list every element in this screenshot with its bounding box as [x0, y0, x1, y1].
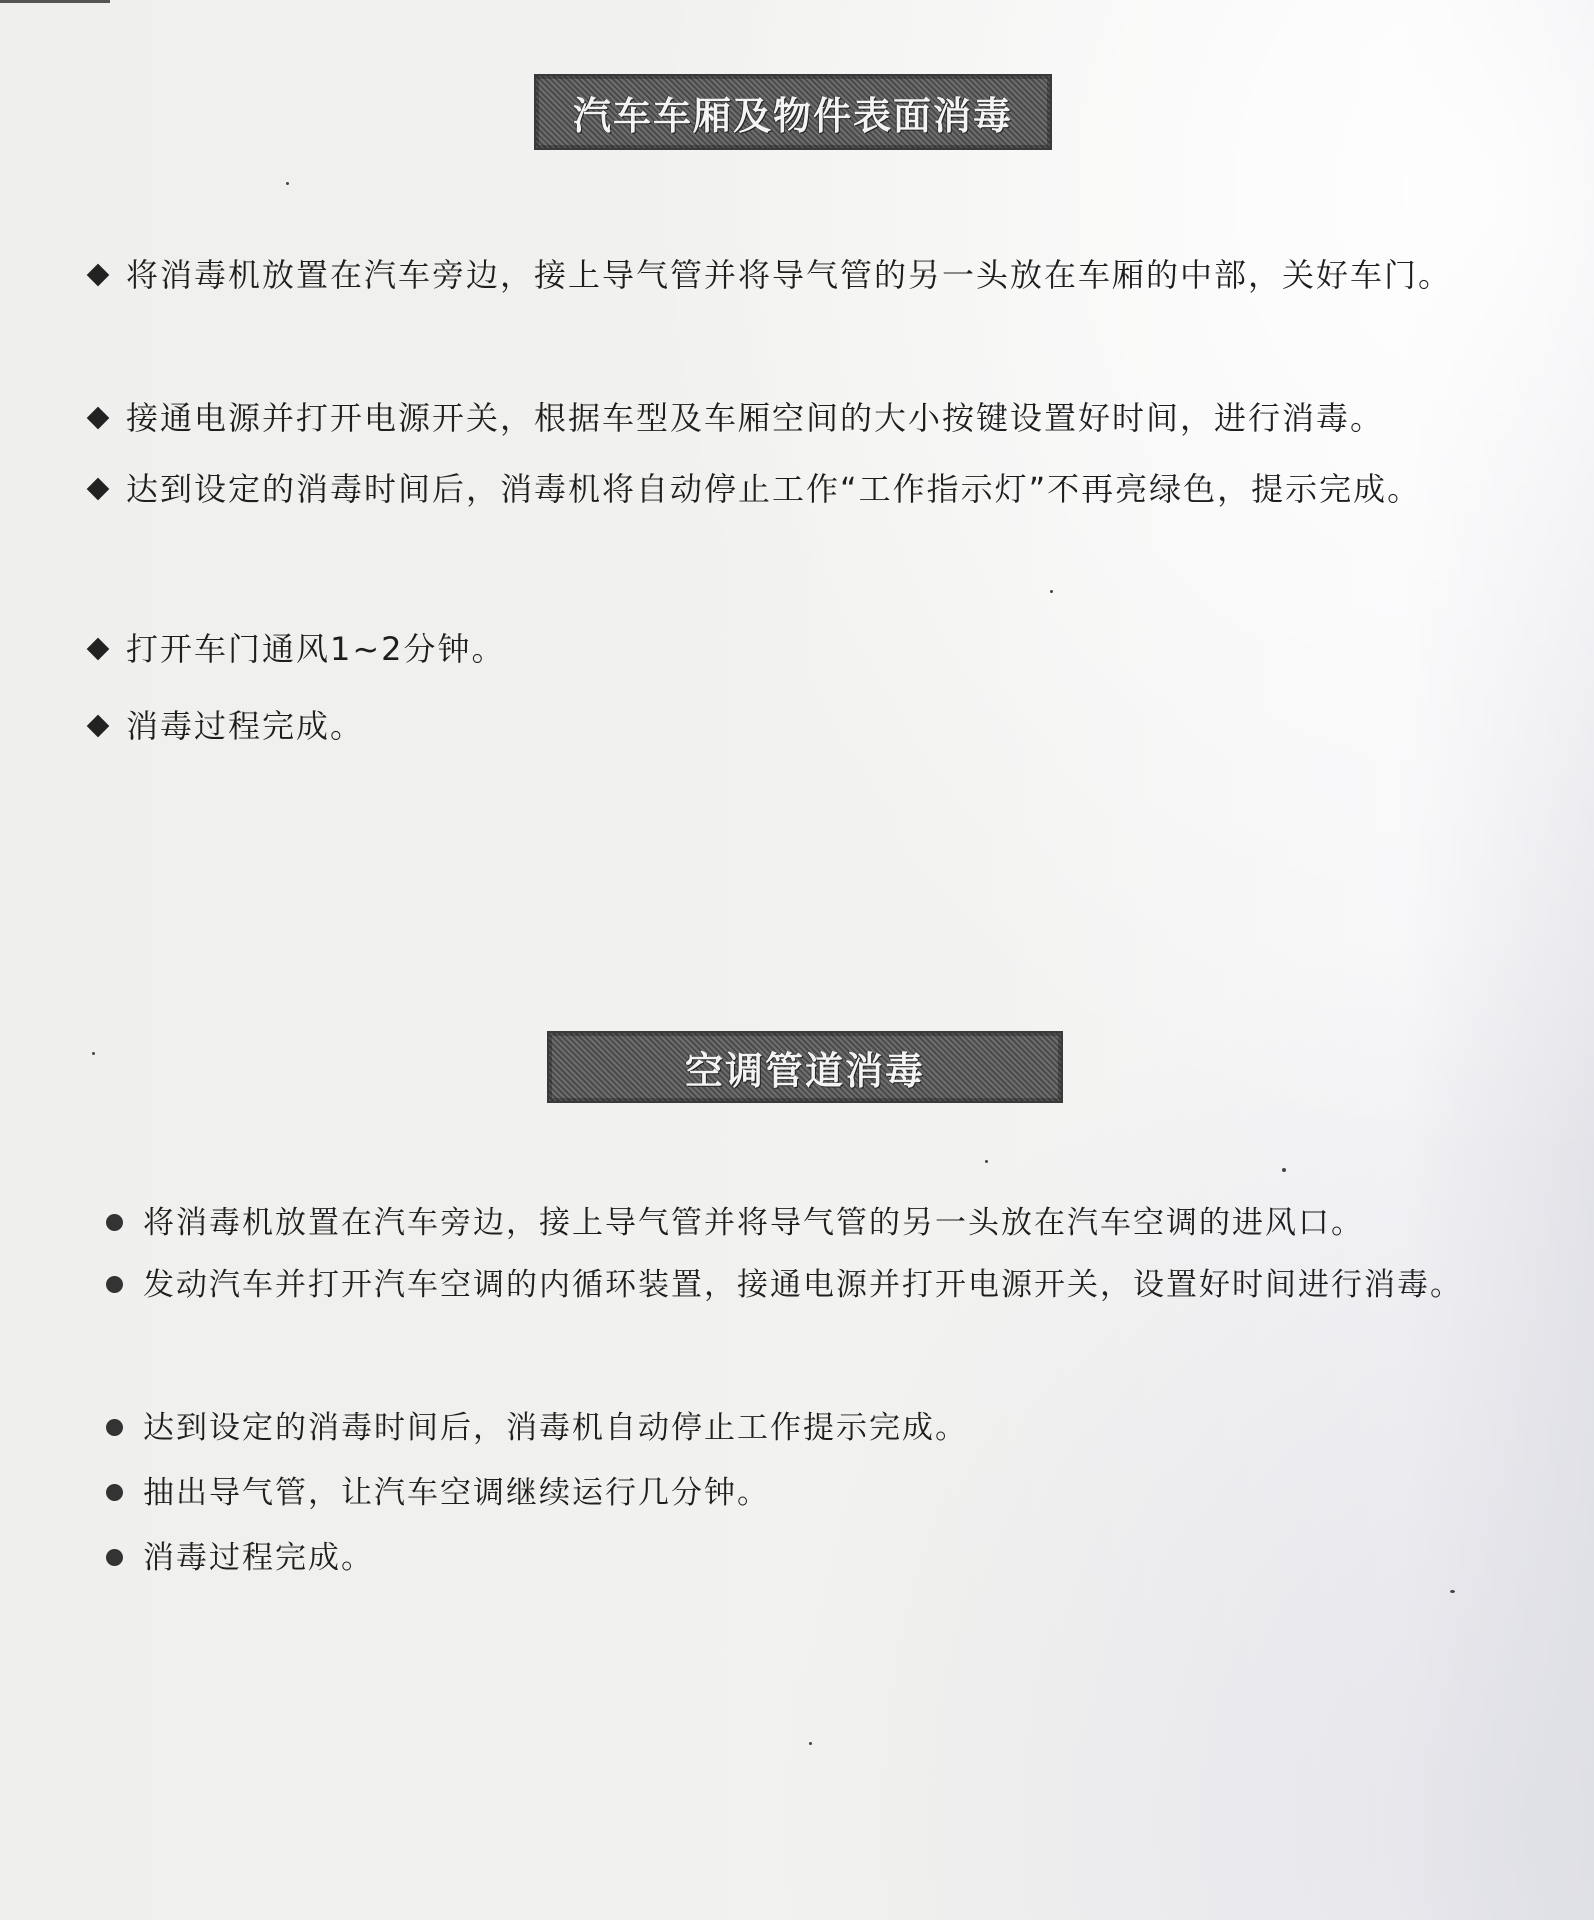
- list-item-text: 达到设定的消毒时间后，消毒机自动停止工作提示完成。: [143, 1410, 968, 1446]
- list-item-text: 发动汽车并打开汽车空调的内循环装置，接通电源并打开电源开关，设置好时间进行消毒。: [143, 1267, 1463, 1303]
- dot-bullet-icon: [106, 1484, 123, 1501]
- list-item: [106, 1405, 1306, 1451]
- scan-speck: [1050, 590, 1053, 593]
- scan-speck: [985, 1160, 988, 1163]
- scan-speck: [809, 1742, 812, 1745]
- list-item-text: 达到设定的消毒时间后，消毒机将自动停止工作“工作指示灯”不再亮绿色，提示完成。: [126, 470, 1422, 508]
- list-item-text: 接通电源并打开电源开关，根据车型及车厢空间的大小按键设置好时间，进行消毒。: [126, 399, 1385, 437]
- list-item-text: 消毒过程完成。: [143, 1540, 374, 1576]
- list-item-text: 消毒过程完成。: [126, 707, 365, 745]
- list-item: [106, 1470, 1306, 1516]
- scan-speck: [1450, 1590, 1455, 1593]
- diamond-bullet-icon: [87, 715, 110, 738]
- list-item: [90, 626, 1090, 672]
- list-item-text: 将消毒机放置在汽车旁边，接上导气管并将导气管的另一头放在汽车空调的进风口。: [143, 1205, 1364, 1241]
- section-title-car-cabin: [534, 74, 1052, 150]
- diamond-bullet-icon: [87, 638, 110, 661]
- dot-bullet-icon: [106, 1214, 123, 1231]
- list-item-text: 打开车门通风1~2分钟。: [126, 630, 506, 668]
- diamond-bullet-icon: [87, 478, 110, 501]
- dot-bullet-icon: [106, 1549, 123, 1566]
- list-item-text: 抽出导气管，让汽车空调继续运行几分钟。: [143, 1475, 770, 1511]
- section-title-ac-duct: [547, 1031, 1063, 1103]
- list-item: [90, 703, 1090, 749]
- list-item: [90, 395, 1530, 441]
- list-item: [90, 466, 1510, 535]
- dot-bullet-icon: [106, 1276, 123, 1293]
- diamond-bullet-icon: [87, 407, 110, 430]
- section-title-text: 空调管道消毒: [684, 1048, 925, 1093]
- scan-speck: [1282, 1168, 1286, 1172]
- list-item: [106, 1535, 1306, 1581]
- list-item: [90, 252, 1510, 324]
- dot-bullet-icon: [106, 1419, 123, 1436]
- scan-edge-mark: [0, 0, 110, 3]
- list-item: [106, 1200, 1546, 1246]
- section-title-text: 汽车车厢及物件表面消毒: [572, 93, 1013, 138]
- list-item-text: 将消毒机放置在汽车旁边，接上导气管并将导气管的另一头放在车厢的中部，关好车门。: [126, 256, 1453, 294]
- scan-speck: [92, 1052, 95, 1055]
- scan-speck: [286, 182, 289, 185]
- list-item: [106, 1262, 1526, 1320]
- diamond-bullet-icon: [87, 264, 110, 287]
